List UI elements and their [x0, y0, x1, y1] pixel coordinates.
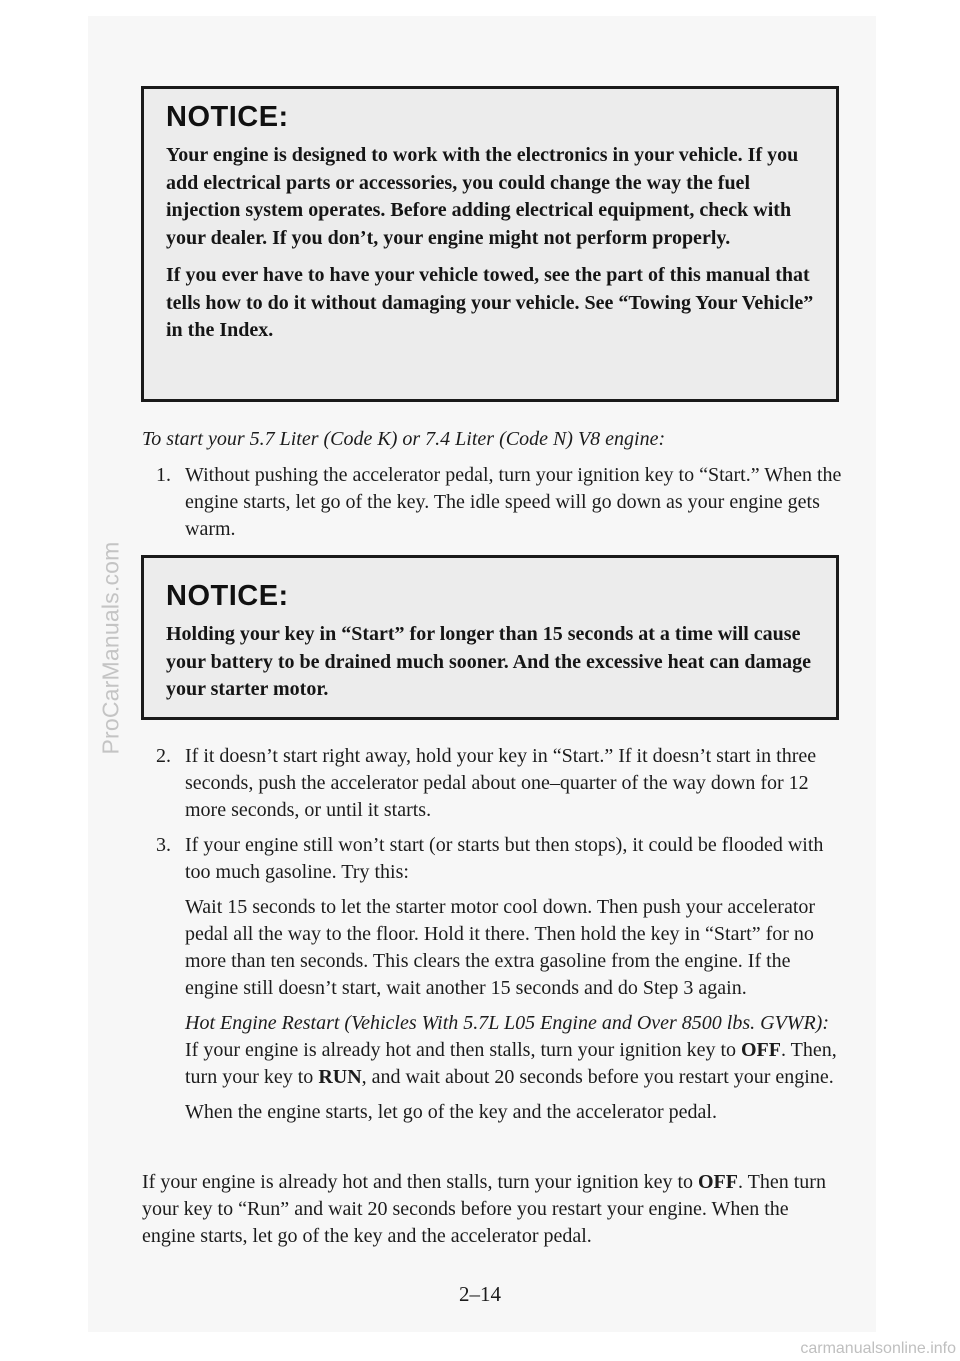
notice-box-electronics	[141, 86, 839, 402]
start-engine-intro: To start your 5.7 Liter (Code K) or 7.4 Liter (Code N) V8 engine:	[142, 428, 666, 450]
hot-engine-closing-paragraph	[142, 1169, 842, 1250]
step-3-wait-text: Wait 15 seconds to let the starter motor cool down. Then push your accelerator pedal all the way to the floor. Hold it there. Then hold the key in “Start” for no more than ten seconds. This clears the extra gasoline from the engine. If the engine still doesn’t start, wait another 15 seconds and do Step 3 again.	[185, 896, 816, 999]
step-1-text: Without pushing the accelerator pedal, turn your ignition key to “Start.” When the engine starts, let go of the key. The idle speed will go down as your engine gets warm.	[185, 464, 842, 540]
footer-watermark: carmanualsonline.info	[800, 1340, 956, 1357]
side-watermark-text: ProCarManuals.com	[97, 541, 124, 755]
step-3	[142, 832, 842, 1126]
steps-list-part1	[142, 462, 842, 543]
notice-towing-text: If you ever have to have your vehicle towed, see the part of this manual that tells how to do it without damaging your vehicle. See “Towing Your Vehicle” in the Index.	[166, 264, 814, 341]
notice-box-starter	[141, 555, 839, 720]
notice-starter-text: Holding your key in “Start” for longer than 15 seconds at a time will cause your battery to be drained much sooner. And the excessive heat can damage your starter motor.	[166, 623, 811, 700]
release-key-text: When the engine starts, let go of the key and the accelerator pedal.	[185, 1101, 717, 1123]
notice-title: NOTICE:	[166, 101, 289, 133]
step-2-text: If it doesn’t start right away, hold your key in “Start.” If it doesn’t start in three seconds, push the accelerator pedal about one–quarter of the way down for 12 more seconds, or until it starts.	[185, 745, 817, 821]
closing-text: If your engine is already hot and then stalls, turn your ignition key to	[142, 1171, 698, 1193]
hot-restart-label: Hot Engine Restart (Vehicles With 5.7L L05 Engine and Over 8500 lbs. GVWR):	[185, 1012, 829, 1034]
step-1-number: 1.	[156, 464, 171, 486]
step-1	[142, 462, 842, 543]
hot-restart-text: . Then, turn your key to	[185, 1039, 837, 1088]
page-number: 2–14	[459, 1282, 501, 1306]
off-keyword: OFF	[741, 1039, 781, 1061]
run-keyword: RUN	[318, 1066, 362, 1088]
hot-restart-paragraph	[185, 1010, 842, 1091]
step-2	[142, 743, 842, 824]
hot-restart-text: If your engine is already hot and then stalls, turn your ignition key to	[185, 1039, 741, 1061]
step-3-text: If your engine still won’t start (or starts but then stops), it could be flooded with too much gasoline. Try this:	[185, 834, 824, 883]
off-keyword: OFF	[698, 1171, 738, 1193]
step-2-number: 2.	[156, 745, 171, 767]
closing-text: . Then turn your key to “Run” and wait 20 seconds before you restart your engine. When the engine starts, let go of the key and the accelerator pedal.	[142, 1171, 826, 1247]
step-3-number: 3.	[156, 834, 171, 856]
notice-title: NOTICE:	[166, 580, 289, 612]
notice-electronics-text: Your engine is designed to work with the electronics in your vehicle. If you add electrical parts or accessories, you could change the way the fuel injection system operates. Before adding electrical equipment, check with your dealer. If you don’t, your engine might not perform properly.	[166, 144, 799, 249]
steps-list-part2	[142, 743, 842, 1134]
hot-restart-text: , and wait about 20 seconds before you restart your engine.	[361, 1066, 834, 1088]
